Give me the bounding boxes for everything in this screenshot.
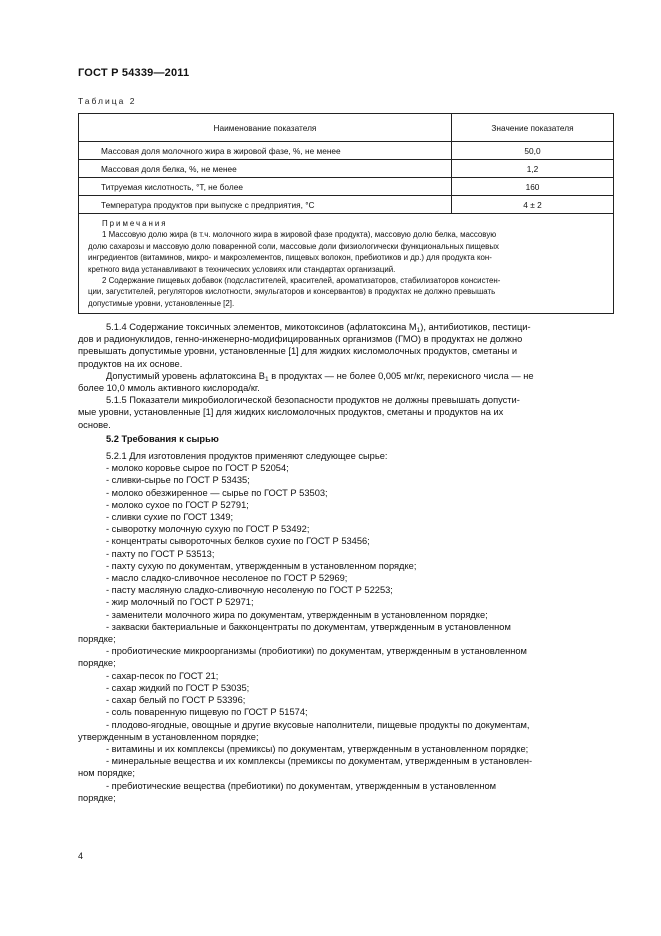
paragraph-text: ), антибиотиков, пестици- — [420, 322, 531, 332]
list-item — [78, 572, 614, 584]
page-number: 4 — [78, 851, 84, 861]
table-row — [79, 196, 614, 214]
column-header-name: Наименование показателя — [79, 114, 452, 142]
paragraph-5-1-4 — [78, 321, 614, 370]
paragraph-line: продуктов на их основе. — [78, 358, 183, 369]
indicator-name: Титруемая кислотность, °Т, не более — [79, 178, 452, 196]
list-item — [78, 694, 614, 706]
list-item-line: - сахар-песок по ГОСТ 21; — [106, 670, 219, 681]
list-item-line: - плодово-ягодные, овощные и другие вкусовые наполнители, пищевые продукты по документам, — [106, 719, 530, 730]
note-line: долю сахарозы и массовую долю поваренной соли, массовые доли физиологически функциональных пищевых — [88, 241, 499, 251]
list-item-line: - молоко сухое по ГОСТ Р 52791; — [106, 499, 249, 510]
table-notes — [79, 214, 614, 314]
list-item-line: - концентраты сывороточных белков сухие по ГОСТ Р 53456; — [106, 536, 370, 547]
list-item-line: - сливки сухие по ГОСТ 1349; — [106, 512, 234, 523]
paragraph-5-2-1: 5.2.1 Для изготовления продуктов применяют следующее сырье: — [106, 451, 388, 462]
list-item-line: - пахту по ГОСТ Р 53513; — [106, 548, 215, 559]
paragraph-line: дов и радионуклидов, генно-инженерно-модифицированных организмов (ГМО) в продуктах не должно — [78, 334, 523, 345]
indicator-value: 4 ± 2 — [452, 196, 614, 214]
list-item-line: - пасту масляную сладко-сливочную несоленую по ГОСТ Р 52253; — [106, 585, 393, 596]
indicator-name: Массовая доля белка, %, не менее — [79, 160, 452, 178]
table-row — [79, 178, 614, 196]
list-item — [78, 474, 614, 486]
list-item-line: - жир молочный по ГОСТ Р 52971; — [106, 597, 254, 608]
note-line: кретного вида устанавливают в технических условиях или стандартах организаций. — [88, 264, 396, 274]
note-line: ингредиентов (витаминов, микро- и макроэлементов, пищевых волокон, пребиотиков и др.) для продукта кон- — [88, 253, 492, 263]
list-item — [78, 535, 614, 547]
body-text — [78, 321, 614, 804]
section-title: 5.2 Требования к сырью — [106, 433, 219, 444]
list-item — [78, 523, 614, 535]
raw-materials-list — [78, 462, 614, 804]
paragraph-line: превышать допустимые уровни, установленные [1] для жидких кисломолочных продуктов, сметаны и — [78, 346, 518, 357]
list-item-line: - молоко коровье сырое по ГОСТ Р 52054; — [106, 463, 289, 474]
list-item-line: - молоко обезжиренное — сырье по ГОСТ Р 53503; — [106, 487, 328, 498]
list-item — [78, 560, 614, 572]
table-notes-row — [79, 214, 614, 314]
paragraph-text: Допустимый уровень афлатоксина B — [106, 370, 265, 381]
list-item-line: - масло сладко-сливочное несоленое по ГОСТ Р 52969; — [106, 573, 348, 584]
list-item-line: порядке; — [78, 658, 116, 669]
table-caption: Таблица 2 — [78, 96, 137, 106]
list-item — [78, 719, 614, 743]
indicator-value: 160 — [452, 178, 614, 196]
list-item-line: - сахар белый по ГОСТ Р 53396; — [106, 695, 246, 706]
list-item-line: порядке; — [78, 792, 116, 803]
indicators-table — [78, 113, 614, 314]
list-item-line: - сахар жидкий по ГОСТ Р 53035; — [106, 682, 250, 693]
list-item-line: - минеральные вещества и их комплексы (премиксы по документам, утвержденным в установлен- — [106, 756, 533, 767]
list-item — [78, 645, 614, 669]
list-item-line: - пробиотические микроорганизмы (пробиотики) по документам, утвержденным в установленном — [106, 646, 527, 657]
note-line: ции, загустителей, регуляторов кислотности, эмульгаторов и консервантов) в продуктах не должно превышать — [88, 287, 496, 297]
notes-title: Примечания — [102, 219, 168, 228]
list-item-line: - пахту сухую по документам, утвержденным в установленном порядке; — [106, 560, 417, 571]
list-item — [78, 511, 614, 523]
table-row — [79, 160, 614, 178]
list-item — [78, 780, 614, 804]
note-line: допустимые уровни, установленные [2]. — [88, 298, 235, 308]
column-header-value: Значение показателя — [452, 114, 614, 142]
note-line: 2 Содержание пищевых добавок (подсластителей, красителей, ароматизаторов, стабилизаторов консистен- — [102, 276, 501, 286]
indicator-name: Температура продуктов при выпуске с предприятия, °С — [79, 196, 452, 214]
paragraph-line: основе. — [78, 419, 111, 430]
indicator-name: Массовая доля молочного жира в жировой фазе, %, не менее — [79, 142, 452, 160]
paragraph-line: 5.1.5 Показатели микробиологической безопасности продуктов не должны превышать допусти- — [106, 395, 520, 406]
table-row — [79, 142, 614, 160]
note-line: 1 Массовую долю жира (в т.ч. молочного жира в жировой фазе продукта), массовую долю белка, массовую — [102, 230, 497, 240]
list-item-line: утвержденным в установленном порядке; — [78, 731, 259, 742]
list-item — [78, 462, 614, 474]
paragraph-line: более 10,0 ммоль активного кислорода/кг. — [78, 383, 260, 394]
paragraph-text: в продуктах — не более 0,005 мг/кг, перекисного числа — не — [268, 370, 534, 381]
indicator-value: 1,2 — [452, 160, 614, 178]
list-item — [78, 755, 614, 779]
list-item — [78, 706, 614, 718]
list-item-line: порядке; — [78, 634, 116, 645]
list-item — [78, 499, 614, 511]
list-item-line: - сыворотку молочную сухую по ГОСТ Р 53492; — [106, 524, 310, 535]
list-item-line: ном порядке; — [78, 768, 135, 779]
list-item-line: - заменители молочного жира по документам, утвержденным в установленном порядке; — [106, 609, 488, 620]
table-header-row — [79, 114, 614, 142]
subscript: 1 — [264, 375, 269, 383]
list-item — [78, 621, 614, 645]
list-item — [78, 743, 614, 755]
list-item — [78, 596, 614, 608]
list-item-line: - закваски бактериальные и бакконцентраты по документам, утвержденным в установленном — [106, 621, 511, 632]
list-item-line: - сливки-сырье по ГОСТ Р 53435; — [106, 475, 250, 486]
list-item-line: - витамины и их комплексы (премиксы) по документам, утвержденным в установленном порядке; — [106, 743, 529, 754]
paragraph-5-1-5 — [78, 394, 614, 431]
list-item — [78, 609, 614, 621]
list-item — [78, 682, 614, 694]
subscript: 1 — [416, 327, 421, 334]
list-item — [78, 670, 614, 682]
list-item-line: - соль поваренную пищевую по ГОСТ Р 51574; — [106, 707, 308, 718]
list-item-line: - пребиотические вещества (пребиотики) по документам, утвержденным в установленном — [106, 780, 497, 791]
paragraph-line: мые уровни, установленные [1] для жидких кисломолочных продуктов, сметаны и продуктов на их — [78, 407, 504, 418]
list-item — [78, 584, 614, 596]
document-header: ГОСТ Р 54339—2011 — [78, 67, 190, 79]
list-item — [78, 548, 614, 560]
indicator-value: 50,0 — [452, 142, 614, 160]
paragraph-text: 5.1.4 Содержание токсичных элементов, микотоксинов (афлатоксина M — [106, 322, 417, 332]
list-item — [78, 487, 614, 499]
paragraph-aflatoxin — [78, 370, 614, 394]
